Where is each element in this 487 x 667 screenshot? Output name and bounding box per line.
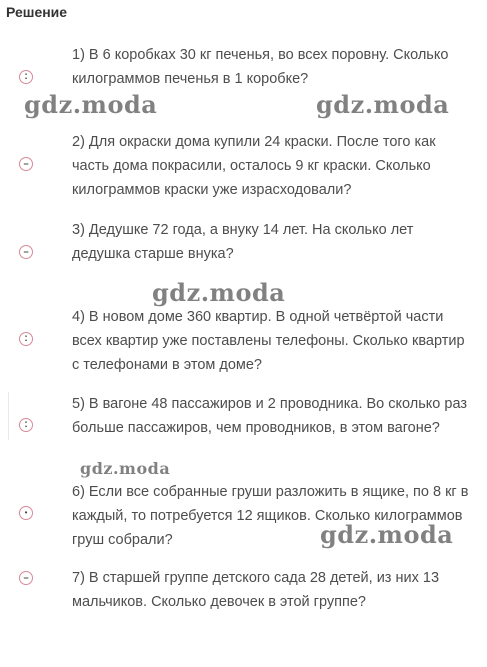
task-4-text: 4) В новом доме 360 квартир. В одной четвёртой части всех квартир уже поставлены телефоны. Сколько квартир с телефонами в этом доме? [72, 309, 465, 373]
task-6-text: 6) Если все собранные груши разложить в ящике, по 8 кг в каждый, то потребуется 12 ящиков. Сколько килограммов груш собрали? [72, 484, 469, 548]
operation-colon-icon [19, 332, 33, 346]
solution-heading: Решение [6, 4, 68, 20]
watermark: gdz.moda [152, 278, 286, 307]
operation-minus-icon [19, 245, 33, 259]
task-1-text: 1) В 6 коробках 30 кг печенья, во всех поровну. Сколько килограммов печенья в 1 коробке? [72, 47, 449, 87]
task-5-text: 5) В вагоне 48 пассажиров и 2 проводника. Во сколько раз больше пассажиров, чем проводников, в этом вагоне? [72, 396, 467, 436]
operation-colon-icon [19, 418, 33, 432]
left-divider [8, 392, 9, 440]
task-7-text: 7) В старшей группе детского сада 28 детей, из них 13 мальчиков. Сколько девочек в этой группе? [72, 570, 440, 610]
watermark: gdz.moda [80, 459, 171, 478]
watermark: gdz.moda [24, 90, 158, 119]
operation-dot-icon [19, 506, 33, 520]
watermark: gdz.moda [316, 90, 450, 119]
operation-minus-icon [19, 571, 33, 585]
task-3-text: 3) Дедушке 72 года, а внуку 14 лет. На сколько лет дедушка старше внука? [72, 222, 414, 262]
task-2-text: 2) Для окраски дома купили 24 краски. После того как часть дома покрасили, осталось 9 кг краски. Сколько килограммов краски уже израсходовали? [72, 134, 436, 198]
operation-colon-icon [19, 70, 33, 84]
operation-minus-icon [19, 157, 33, 171]
watermark: gdz.moda [320, 520, 454, 549]
